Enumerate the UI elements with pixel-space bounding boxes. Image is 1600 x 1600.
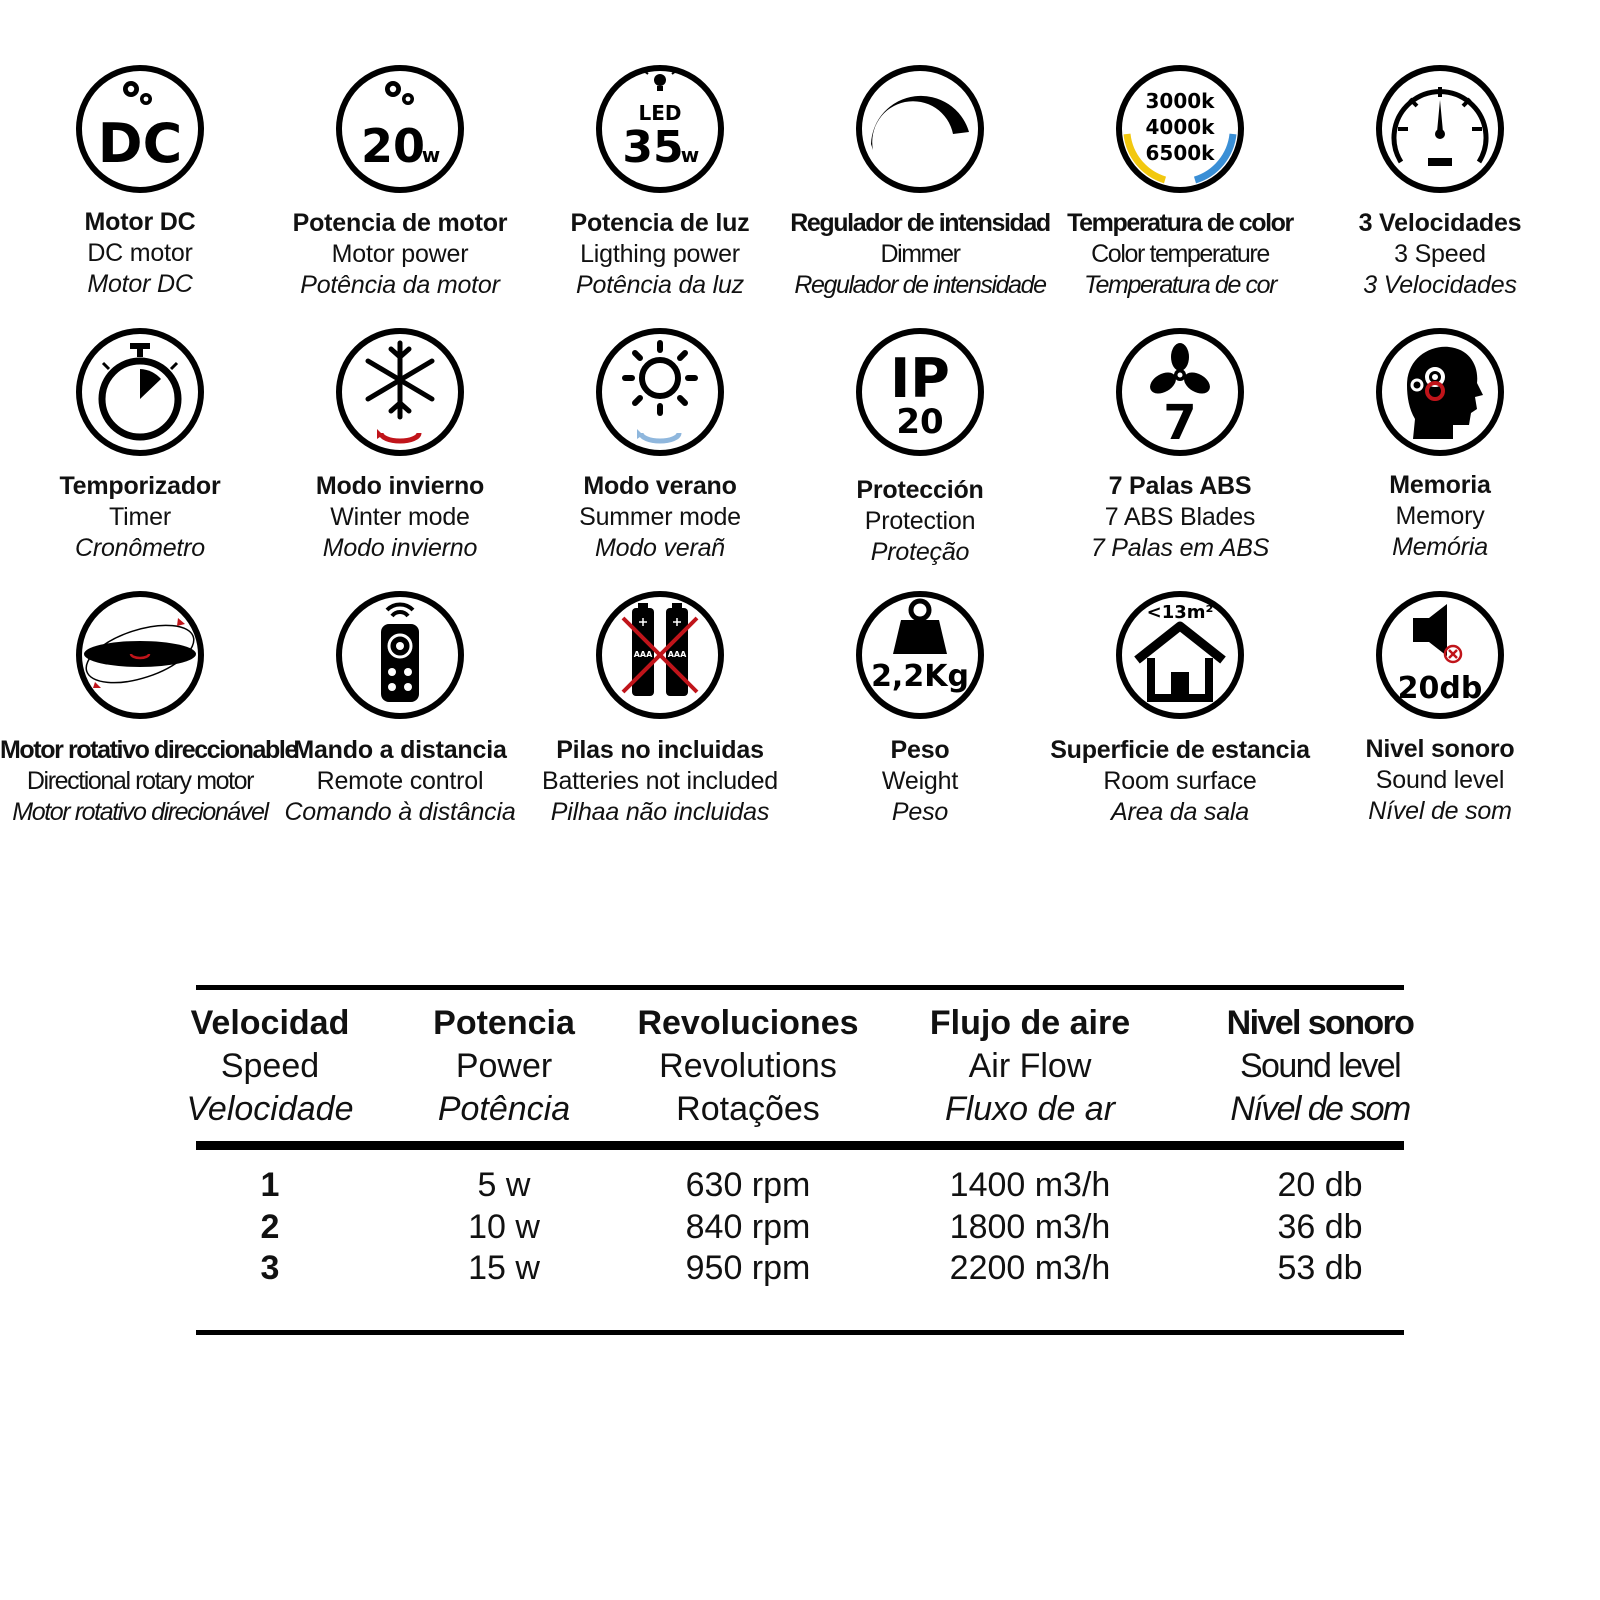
room-surface-icon — [1113, 588, 1247, 722]
feature-label-es: Temperatura de color — [1067, 209, 1293, 237]
motor-power-icon — [333, 62, 467, 196]
feature-label-en: 3 Speed — [1394, 240, 1486, 268]
feature-label-es: Motor rotativo direccionable — [0, 736, 297, 764]
feature-label-es: Regulador de intensidad — [790, 209, 1050, 237]
feature-label-es: Potencia de motor — [292, 209, 508, 237]
svg-text:3000k: 3000k — [1145, 89, 1215, 113]
svg-text:LED: LED — [638, 101, 682, 125]
feature-label-pt: Cronômetro — [75, 534, 205, 562]
cell-power: 15 w — [468, 1249, 540, 1287]
cell-revolutions: 840 rpm — [685, 1208, 811, 1246]
svg-text:7: 7 — [1163, 395, 1197, 451]
snowflake-icon — [333, 325, 467, 459]
cell-air-flow: 1800 m3/h — [949, 1208, 1111, 1246]
feature-label-en: Memory — [1395, 502, 1485, 530]
svg-text:AAA: AAA — [633, 650, 653, 659]
cell-air-flow: 1400 m3/h — [949, 1166, 1111, 1204]
svg-text:20: 20 — [896, 402, 944, 442]
feature-label-es: Motor DC — [84, 208, 196, 236]
feature-label-es: Nivel sonoro — [1365, 735, 1515, 763]
color-temperature-icon — [1113, 62, 1247, 196]
cell-revolutions: 950 rpm — [685, 1249, 811, 1287]
feature-label-en: Color temperature — [1091, 240, 1269, 268]
table-bottom-rule — [196, 1330, 1404, 1335]
feature-label-en: 7 ABS Blades — [1104, 503, 1256, 531]
feature-label-es: Modo invierno — [315, 472, 485, 500]
feature-label-en: Dimmer — [880, 240, 960, 268]
sound-level-icon — [1373, 588, 1507, 722]
table-header-power: Potencia Power Potência — [433, 1004, 575, 1128]
table-header-speed: Velocidad Speed Velocidade — [186, 1004, 354, 1128]
feature-label-en: Timer — [109, 503, 171, 531]
feature-label-en: Motor power — [331, 240, 469, 268]
feature-label-pt: Potência da luz — [576, 271, 744, 299]
cell-speed: 1 — [260, 1166, 280, 1204]
svg-text:35: 35 — [622, 122, 684, 173]
feature-label-pt: Modo verañ — [594, 534, 726, 562]
feature-label-pt: Potência da motor — [300, 271, 500, 299]
feature-label-pt: Proteção — [870, 538, 970, 566]
feature-label-pt: Pilhaa não incluidas — [550, 798, 770, 826]
feature-label-en: Weight — [881, 767, 959, 795]
feature-label-en: Batteries not included — [541, 767, 779, 795]
feature-label-es: Modo verano — [583, 472, 737, 500]
feature-label-en: Winter mode — [330, 503, 470, 531]
feature-label-pt: Motor rotativo direcionável — [12, 798, 268, 826]
svg-text:w: w — [421, 143, 441, 167]
feature-label-pt: 7 Palas em ABS — [1090, 534, 1270, 562]
dimmer-icon — [853, 62, 987, 196]
cell-power: 10 w — [468, 1208, 540, 1246]
table-header-rule — [196, 1141, 1404, 1150]
svg-text:6500k: 6500k — [1145, 141, 1215, 165]
svg-text:IP: IP — [890, 347, 950, 410]
feature-label-pt: Memória — [1392, 533, 1488, 561]
feature-label-es: Pilas no incluidas — [556, 736, 764, 764]
svg-text:20db: 20db — [1397, 671, 1483, 706]
feature-label-es: Mando a distancia — [293, 736, 507, 764]
feature-label-en: Ligthing power — [580, 240, 740, 268]
feature-label-pt: 3 Velocidades — [1363, 271, 1517, 299]
svg-text:4000k: 4000k — [1145, 115, 1215, 139]
speedometer-icon — [1373, 62, 1507, 196]
feature-label-es: Temporizador — [59, 472, 221, 500]
cell-revolutions: 630 rpm — [685, 1166, 811, 1204]
feature-label-en: Summer mode — [579, 503, 741, 531]
feature-label-en: Protection — [864, 507, 976, 535]
cell-power: 5 w — [477, 1166, 531, 1204]
stopwatch-icon — [73, 325, 207, 459]
feature-label-pt: Nível de som — [1368, 797, 1512, 825]
feature-label-es: Memoria — [1389, 471, 1491, 499]
dc-motor-icon — [73, 62, 207, 196]
ip-rating-icon — [853, 325, 987, 459]
svg-text:<13m²: <13m² — [1146, 602, 1214, 623]
cell-sound-level: 20 db — [1277, 1166, 1363, 1204]
svg-text:w: w — [680, 143, 700, 167]
table-header-sound-level: Nivel sonoro Sound level Nível de som — [1226, 1004, 1414, 1128]
table-header-revolutions: Revoluciones Revolutions Rotações — [637, 1004, 859, 1128]
svg-text:AAA: AAA — [667, 650, 687, 659]
feature-label-en: Directional rotary motor — [26, 767, 254, 795]
feature-label-pt: Peso — [891, 798, 949, 826]
cell-sound-level: 36 db — [1277, 1208, 1363, 1246]
feature-label-es: Potencia de luz — [570, 209, 750, 237]
svg-text:20: 20 — [360, 119, 426, 173]
feature-label-es: 7 Palas ABS — [1108, 472, 1252, 500]
feature-label-pt: Regulador de intensidade — [794, 271, 1046, 299]
remote-control-icon — [333, 588, 467, 722]
feature-label-pt: Motor DC — [87, 270, 193, 298]
feature-label-es: Peso — [890, 736, 950, 764]
svg-text:2,2Kg: 2,2Kg — [871, 659, 969, 694]
cell-sound-level: 53 db — [1277, 1249, 1363, 1287]
cell-air-flow: 2200 m3/h — [949, 1249, 1111, 1287]
feature-label-pt: Modo invierno — [322, 534, 478, 562]
feature-label-en: DC motor — [87, 239, 193, 267]
feature-label-en: Room surface — [1103, 767, 1257, 795]
feature-label-es: Superficie de estancia — [1050, 736, 1310, 764]
feature-label-en: Sound level — [1375, 766, 1505, 794]
table-top-rule — [196, 985, 1404, 990]
sun-icon — [593, 325, 727, 459]
feature-label-pt: Area da sala — [1111, 798, 1249, 826]
feature-label-pt: Comando à distância — [284, 798, 516, 826]
fan-blades-icon — [1113, 325, 1247, 459]
cell-speed: 2 — [260, 1208, 280, 1246]
memory-head-icon — [1373, 325, 1507, 459]
feature-label-pt: Temperatura de cor — [1083, 271, 1277, 299]
rotary-motor-icon — [73, 588, 207, 722]
weight-icon — [853, 588, 987, 722]
feature-label-es: Protección — [856, 476, 984, 504]
feature-label-en: Remote control — [316, 767, 484, 795]
feature-label-es: 3 Velocidades — [1358, 209, 1522, 237]
led-power-icon — [593, 62, 727, 196]
table-header-air-flow: Flujo de aire Air Flow Fluxo de ar — [929, 1004, 1131, 1128]
batteries-crossed-icon — [593, 588, 727, 722]
cell-speed: 3 — [260, 1249, 280, 1287]
svg-text:DC: DC — [97, 112, 183, 175]
